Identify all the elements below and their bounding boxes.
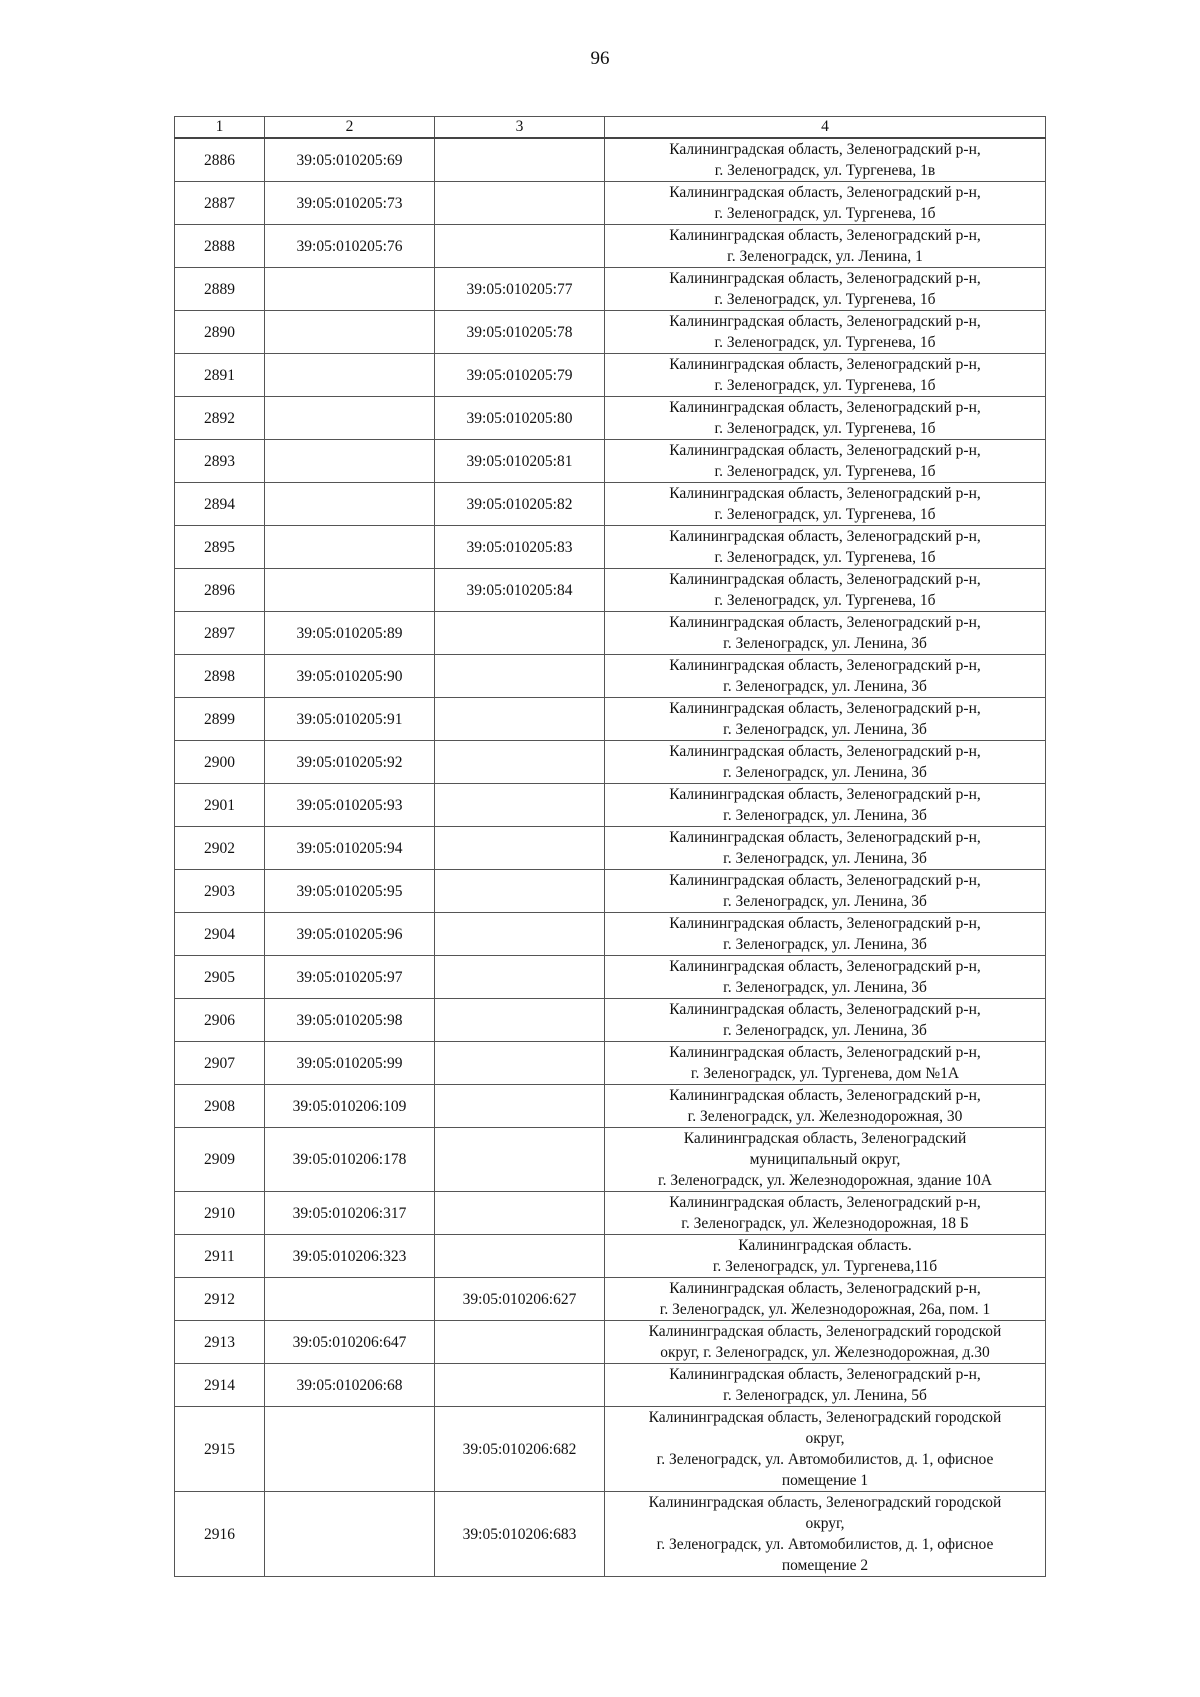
address-cell: Калининградская область, Зеленоградский р-н, г. Зеленоградск, ул. Ленина, 3б	[605, 870, 1046, 913]
table-row	[175, 1085, 1046, 1128]
row-number-cell: 2899	[175, 698, 265, 741]
address-cell: Калининградская область, Зеленоградский р-н, г. Зеленоградск, ул. Ленина, 3б	[605, 612, 1046, 655]
address-cell: Калининградская область, Зеленоградский р-н, г. Зеленоградск, ул. Тургенева, 1б	[605, 354, 1046, 397]
address-cell: Калининградская область, Зеленоградский р-н, г. Зеленоградск, ул. Ленина, 3б	[605, 698, 1046, 741]
cadastral-number-alt-cell: 39:05:010205:81	[435, 440, 605, 483]
cadastral-number-cell: 39:05:010205:97	[265, 956, 435, 999]
cadastral-number-cell	[265, 1407, 435, 1492]
cadastral-number-alt-cell: 39:05:010206:627	[435, 1278, 605, 1321]
cadastral-number-cell: 39:05:010206:647	[265, 1321, 435, 1364]
cadastral-number-alt-cell	[435, 1364, 605, 1407]
cadastral-number-cell	[265, 569, 435, 612]
table-row	[175, 1364, 1046, 1407]
registry-table	[174, 116, 1046, 1577]
table-row	[175, 827, 1046, 870]
row-number-cell: 2916	[175, 1492, 265, 1577]
address-cell: Калининградская область, Зеленоградский городской округ, г. Зеленоградск, ул. Железнодорожная, д.30	[605, 1321, 1046, 1364]
cadastral-number-alt-cell	[435, 913, 605, 956]
address-cell: Калининградская область, Зеленоградский р-н, г. Зеленоградск, ул. Ленина, 3б	[605, 999, 1046, 1042]
cadastral-number-cell: 39:05:010205:98	[265, 999, 435, 1042]
address-cell: Калининградская область, Зеленоградский р-н, г. Зеленоградск, ул. Железнодорожная, 18 Б	[605, 1192, 1046, 1235]
cadastral-number-cell: 39:05:010205:91	[265, 698, 435, 741]
cadastral-number-alt-cell: 39:05:010205:80	[435, 397, 605, 440]
header-col-2: 2	[265, 117, 435, 139]
cadastral-number-alt-cell	[435, 870, 605, 913]
address-cell: Калининградская область. г. Зеленоградск, ул. Тургенева,11б	[605, 1235, 1046, 1278]
cadastral-number-alt-cell: 39:05:010205:84	[435, 569, 605, 612]
cadastral-number-cell: 39:05:010205:69	[265, 138, 435, 182]
table-row	[175, 1492, 1046, 1577]
cadastral-number-alt-cell	[435, 1235, 605, 1278]
row-number-cell: 2901	[175, 784, 265, 827]
cadastral-number-alt-cell: 39:05:010206:683	[435, 1492, 605, 1577]
address-cell: Калининградская область, Зеленоградский р-н, г. Зеленоградск, ул. Железнодорожная, 30	[605, 1085, 1046, 1128]
cadastral-number-cell	[265, 268, 435, 311]
row-number-cell: 2915	[175, 1407, 265, 1492]
address-cell: Калининградская область, Зеленоградский р-н, г. Зеленоградск, ул. Ленина, 3б	[605, 784, 1046, 827]
address-cell: Калининградская область, Зеленоградский р-н, г. Зеленоградск, ул. Тургенева, 1б	[605, 182, 1046, 225]
table-row	[175, 1128, 1046, 1192]
cadastral-number-alt-cell: 39:05:010205:83	[435, 526, 605, 569]
cadastral-number-alt-cell	[435, 698, 605, 741]
row-number-cell: 2914	[175, 1364, 265, 1407]
table-row	[175, 1042, 1046, 1085]
page-number: 96	[590, 48, 610, 69]
table-row	[175, 698, 1046, 741]
address-cell: Калининградская область, Зеленоградский р-н, г. Зеленоградск, ул. Ленина, 3б	[605, 827, 1046, 870]
table-row	[175, 1321, 1046, 1364]
cadastral-number-cell: 39:05:010206:323	[265, 1235, 435, 1278]
address-cell: Калининградская область, Зеленоградский р-н, г. Зеленоградск, ул. Тургенева, 1б	[605, 569, 1046, 612]
row-number-cell: 2890	[175, 311, 265, 354]
row-number-cell: 2896	[175, 569, 265, 612]
row-number-cell: 2898	[175, 655, 265, 698]
cadastral-number-cell: 39:05:010205:89	[265, 612, 435, 655]
row-number-cell: 2913	[175, 1321, 265, 1364]
table-row	[175, 999, 1046, 1042]
table-row	[175, 569, 1046, 612]
table-row	[175, 182, 1046, 225]
cadastral-number-cell: 39:05:010206:109	[265, 1085, 435, 1128]
cadastral-number-cell: 39:05:010206:178	[265, 1128, 435, 1192]
cadastral-number-alt-cell	[435, 999, 605, 1042]
address-cell: Калининградская область, Зеленоградский р-н, г. Зеленоградск, ул. Ленина, 1	[605, 225, 1046, 268]
address-cell: Калининградская область, Зеленоградский городской округ, г. Зеленоградск, ул. Автомобилистов, д. 1, офисное помещение 1	[605, 1407, 1046, 1492]
cadastral-number-cell	[265, 397, 435, 440]
table-row	[175, 526, 1046, 569]
address-cell: Калининградская область, Зеленоградский р-н, г. Зеленоградск, ул. Тургенева, 1б	[605, 440, 1046, 483]
header-col-1: 1	[175, 117, 265, 139]
row-number-cell: 2893	[175, 440, 265, 483]
table-row	[175, 225, 1046, 268]
cadastral-number-alt-cell: 39:05:010205:79	[435, 354, 605, 397]
cadastral-number-cell: 39:05:010205:93	[265, 784, 435, 827]
table-row	[175, 397, 1046, 440]
table-row	[175, 138, 1046, 182]
cadastral-number-cell: 39:05:010206:68	[265, 1364, 435, 1407]
row-number-cell: 2887	[175, 182, 265, 225]
address-cell: Калининградская область, Зеленоградский городской округ, г. Зеленоградск, ул. Автомобилистов, д. 1, офисное помещение 2	[605, 1492, 1046, 1577]
row-number-cell: 2906	[175, 999, 265, 1042]
row-number-cell: 2886	[175, 138, 265, 182]
cadastral-number-alt-cell: 39:05:010206:682	[435, 1407, 605, 1492]
table-row	[175, 483, 1046, 526]
cadastral-number-alt-cell	[435, 1042, 605, 1085]
table-row	[175, 1235, 1046, 1278]
cadastral-number-cell	[265, 1492, 435, 1577]
row-number-cell: 2905	[175, 956, 265, 999]
row-number-cell: 2909	[175, 1128, 265, 1192]
row-number-cell: 2894	[175, 483, 265, 526]
cadastral-number-alt-cell	[435, 1128, 605, 1192]
table-row	[175, 1407, 1046, 1492]
address-cell: Калининградская область, Зеленоградский р-н, г. Зеленоградск, ул. Ленина, 3б	[605, 741, 1046, 784]
table-row	[175, 655, 1046, 698]
row-number-cell: 2895	[175, 526, 265, 569]
row-number-cell: 2891	[175, 354, 265, 397]
cadastral-number-cell: 39:05:010205:73	[265, 182, 435, 225]
cadastral-number-cell: 39:05:010206:317	[265, 1192, 435, 1235]
cadastral-number-alt-cell	[435, 827, 605, 870]
table-row	[175, 784, 1046, 827]
cadastral-number-cell	[265, 526, 435, 569]
row-number-cell: 2911	[175, 1235, 265, 1278]
cadastral-number-cell	[265, 354, 435, 397]
row-number-cell: 2889	[175, 268, 265, 311]
cadastral-number-alt-cell	[435, 655, 605, 698]
cadastral-number-alt-cell: 39:05:010205:77	[435, 268, 605, 311]
cadastral-number-cell: 39:05:010205:92	[265, 741, 435, 784]
cadastral-number-cell	[265, 483, 435, 526]
table-row	[175, 1278, 1046, 1321]
cadastral-number-alt-cell	[435, 1085, 605, 1128]
address-cell: Калининградская область, Зеленоградский р-н, г. Зеленоградск, ул. Тургенева, дом №1А	[605, 1042, 1046, 1085]
table-row	[175, 354, 1046, 397]
cadastral-number-alt-cell	[435, 784, 605, 827]
table-row	[175, 1192, 1046, 1235]
address-cell: Калининградская область, Зеленоградский р-н, г. Зеленоградск, ул. Железнодорожная, 26а, пом. 1	[605, 1278, 1046, 1321]
address-cell: Калининградская область, Зеленоградский р-н, г. Зеленоградск, ул. Тургенева, 1б	[605, 483, 1046, 526]
cadastral-number-cell: 39:05:010205:94	[265, 827, 435, 870]
row-number-cell: 2888	[175, 225, 265, 268]
header-row	[175, 117, 1046, 139]
cadastral-number-alt-cell: 39:05:010205:82	[435, 483, 605, 526]
cadastral-number-cell	[265, 1278, 435, 1321]
cadastral-number-alt-cell	[435, 612, 605, 655]
table-row	[175, 311, 1046, 354]
header-col-3: 3	[435, 117, 605, 139]
address-cell: Калининградская область, Зеленоградский р-н, г. Зеленоградск, ул. Тургенева, 1б	[605, 526, 1046, 569]
address-cell: Калининградская область, Зеленоградский р-н, г. Зеленоградск, ул. Тургенева, 1б	[605, 268, 1046, 311]
cadastral-number-alt-cell	[435, 1192, 605, 1235]
table-body	[175, 138, 1046, 1577]
row-number-cell: 2904	[175, 913, 265, 956]
row-number-cell: 2897	[175, 612, 265, 655]
cadastral-number-cell	[265, 311, 435, 354]
row-number-cell: 2903	[175, 870, 265, 913]
cadastral-number-cell: 39:05:010205:99	[265, 1042, 435, 1085]
address-cell: Калининградская область, Зеленоградский муниципальный округ, г. Зеленоградск, ул. Железнодорожная, здание 10А	[605, 1128, 1046, 1192]
address-cell: Калининградская область, Зеленоградский р-н, г. Зеленоградск, ул. Тургенева, 1б	[605, 311, 1046, 354]
cadastral-number-cell: 39:05:010205:95	[265, 870, 435, 913]
cadastral-number-cell: 39:05:010205:90	[265, 655, 435, 698]
cadastral-number-cell: 39:05:010205:96	[265, 913, 435, 956]
row-number-cell: 2892	[175, 397, 265, 440]
row-number-cell: 2907	[175, 1042, 265, 1085]
row-number-cell: 2900	[175, 741, 265, 784]
cadastral-number-alt-cell	[435, 1321, 605, 1364]
table-row	[175, 956, 1046, 999]
table-row	[175, 741, 1046, 784]
table-header	[175, 117, 1046, 139]
address-cell: Калининградская область, Зеленоградский р-н, г. Зеленоградск, ул. Ленина, 3б	[605, 956, 1046, 999]
table-row	[175, 913, 1046, 956]
table-row	[175, 612, 1046, 655]
row-number-cell: 2902	[175, 827, 265, 870]
header-col-4: 4	[605, 117, 1046, 139]
row-number-cell: 2908	[175, 1085, 265, 1128]
address-cell: Калининградская область, Зеленоградский р-н, г. Зеленоградск, ул. Ленина, 5б	[605, 1364, 1046, 1407]
row-number-cell: 2910	[175, 1192, 265, 1235]
table-row	[175, 440, 1046, 483]
cadastral-number-alt-cell	[435, 182, 605, 225]
table-row	[175, 268, 1046, 311]
cadastral-number-alt-cell	[435, 741, 605, 784]
row-number-cell: 2912	[175, 1278, 265, 1321]
cadastral-number-alt-cell	[435, 138, 605, 182]
address-cell: Калининградская область, Зеленоградский р-н, г. Зеленоградск, ул. Ленина, 3б	[605, 655, 1046, 698]
address-cell: Калининградская область, Зеленоградский р-н, г. Зеленоградск, ул. Тургенева, 1б	[605, 397, 1046, 440]
cadastral-number-cell	[265, 440, 435, 483]
cadastral-number-alt-cell	[435, 225, 605, 268]
cadastral-number-cell: 39:05:010205:76	[265, 225, 435, 268]
cadastral-number-alt-cell	[435, 956, 605, 999]
address-cell: Калининградская область, Зеленоградский р-н, г. Зеленоградск, ул. Тургенева, 1в	[605, 138, 1046, 182]
table-row	[175, 870, 1046, 913]
address-cell: Калининградская область, Зеленоградский р-н, г. Зеленоградск, ул. Ленина, 3б	[605, 913, 1046, 956]
cadastral-number-alt-cell: 39:05:010205:78	[435, 311, 605, 354]
